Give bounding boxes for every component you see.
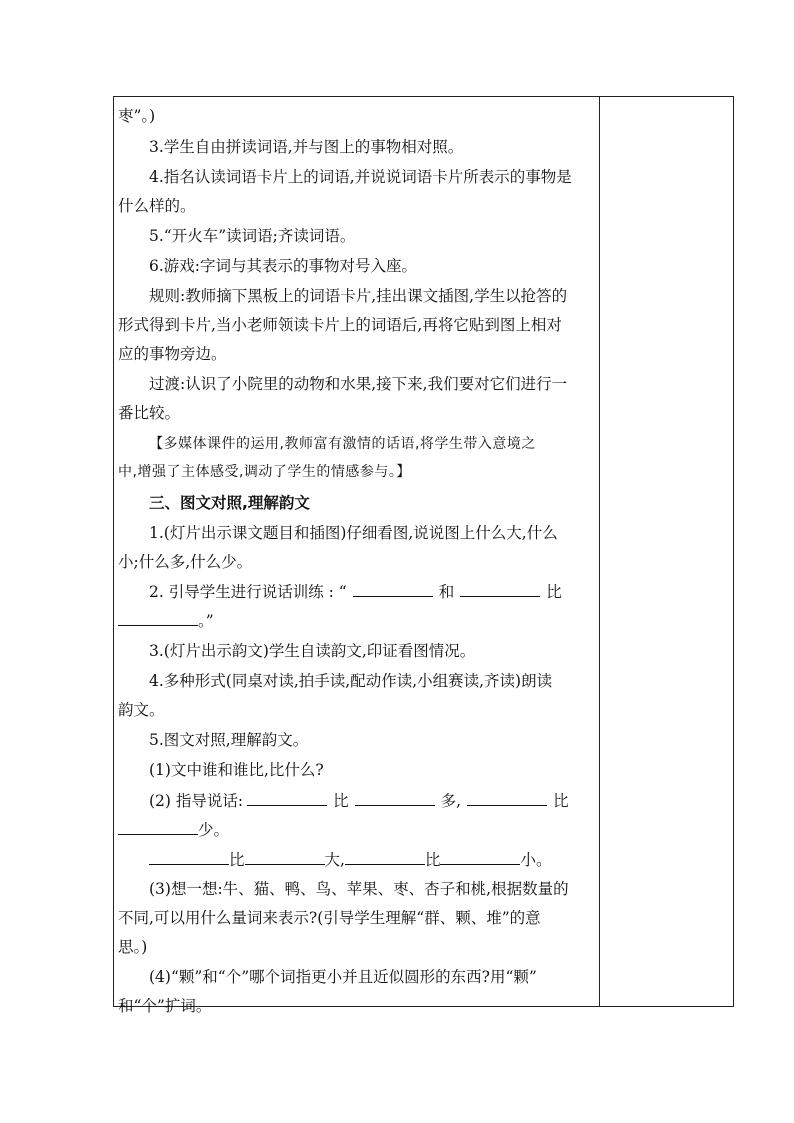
notes-cell: [601, 97, 733, 1006]
text-line: (3)想一想:牛、猫、鸭、鸟、苹果、枣、杏子和桃,根据数量的: [149, 880, 569, 898]
text-span: 小。: [520, 851, 552, 869]
text-span: 多,: [440, 792, 462, 810]
text-line: 什么样的。: [118, 197, 196, 215]
text-line: 韵文。: [118, 701, 165, 719]
text-line: 和“个”扩词。: [118, 997, 212, 1015]
text-line: 3.(灯片出示韵文)学生自读韵文,印证看图情况。: [149, 642, 476, 660]
text-span: 比: [333, 792, 349, 810]
fill-in-sentence-line: [118, 611, 594, 631]
text-line: (1)文中谁和谁比,比什么?: [149, 761, 324, 779]
text-line: 1.(灯片出示课文题目和插图)仔细看图,说说图上什么大,什么: [149, 524, 558, 542]
text-span: 大,: [324, 851, 345, 869]
fill-in-sentence-line: [118, 582, 625, 602]
text-line: 小;什么多,什么少。: [118, 553, 253, 571]
text-line: 不同,可以用什么量词来表示?(引导学生理解“群、颗、堆”的意: [118, 909, 541, 927]
text-span: 少。: [198, 821, 230, 839]
text-span: 和: [438, 583, 455, 601]
text-line: 应的事物旁边。: [118, 345, 227, 363]
section-heading: 三、图文对照,理解韵文: [149, 494, 310, 512]
text-line: 3.学生自由拼读词语,并与图上的事物相对照。: [149, 138, 464, 156]
text-line: 6.游戏:字词与其表示的事物对号入座。: [149, 257, 418, 275]
text-line: 规则:教师摘下黑板上的词语卡片,挂出课文插图,学生以抢答的: [149, 287, 568, 305]
text-span: 比: [424, 851, 441, 869]
teaching-note: 中,增强了主体感受,调动了学生的情感参与。】: [118, 464, 411, 480]
text-span: 2. 引导学生进行说话训练 : “: [149, 583, 347, 601]
answer-blank: [118, 611, 198, 626]
fill-in-sentence-line: [118, 820, 594, 840]
teaching-note: 【多媒体课件的运用,教师富有激情的话语,将学生带入意境之: [149, 436, 536, 452]
answer-blank: [440, 850, 520, 865]
text-line: 番比较。: [118, 404, 181, 422]
text-line: 枣”。): [118, 107, 156, 125]
text-line: 4.指名认读词语卡片上的词语,并说说词语卡片所表示的事物是: [149, 168, 572, 186]
fill-in-sentence-line: [118, 791, 625, 811]
text-span: (2) 指导说话:: [149, 792, 244, 810]
text-line: 形式得到卡片,当小老师领读卡片上的词语后,再将它贴到图上相对: [118, 316, 562, 334]
text-line: 5.图文对照,理解韵文。: [149, 731, 309, 749]
answer-blank: [149, 850, 229, 865]
text-span: 比: [546, 583, 562, 601]
answer-blank: [245, 850, 325, 865]
text-line: 思。): [118, 938, 148, 956]
text-line: 过渡:认识了小院里的动物和水果,接下来,我们要对它们进行一: [149, 375, 568, 393]
answer-blank: [355, 791, 435, 806]
text-span: 。”: [198, 612, 214, 630]
text-span: 比: [553, 792, 569, 810]
lesson-table: [113, 96, 734, 1015]
text-line: 5.“开火车”读词语;齐读词语。: [149, 227, 356, 245]
answer-blank: [460, 582, 540, 597]
answer-blank: [118, 820, 198, 835]
fill-in-sentence-line: [118, 850, 625, 870]
answer-blank: [345, 850, 425, 865]
answer-blank: [353, 582, 433, 597]
answer-blank: [247, 791, 327, 806]
answer-blank: [467, 791, 547, 806]
text-line: (4)“颗”和“个”哪个词指更小并且近似圆形的东西?用“颗”: [149, 968, 537, 986]
text-line: 4.多种形式(同桌对读,拍手读,配动作读,小组赛读,齐读)朗读: [149, 672, 553, 690]
text-span: 比: [229, 851, 245, 869]
